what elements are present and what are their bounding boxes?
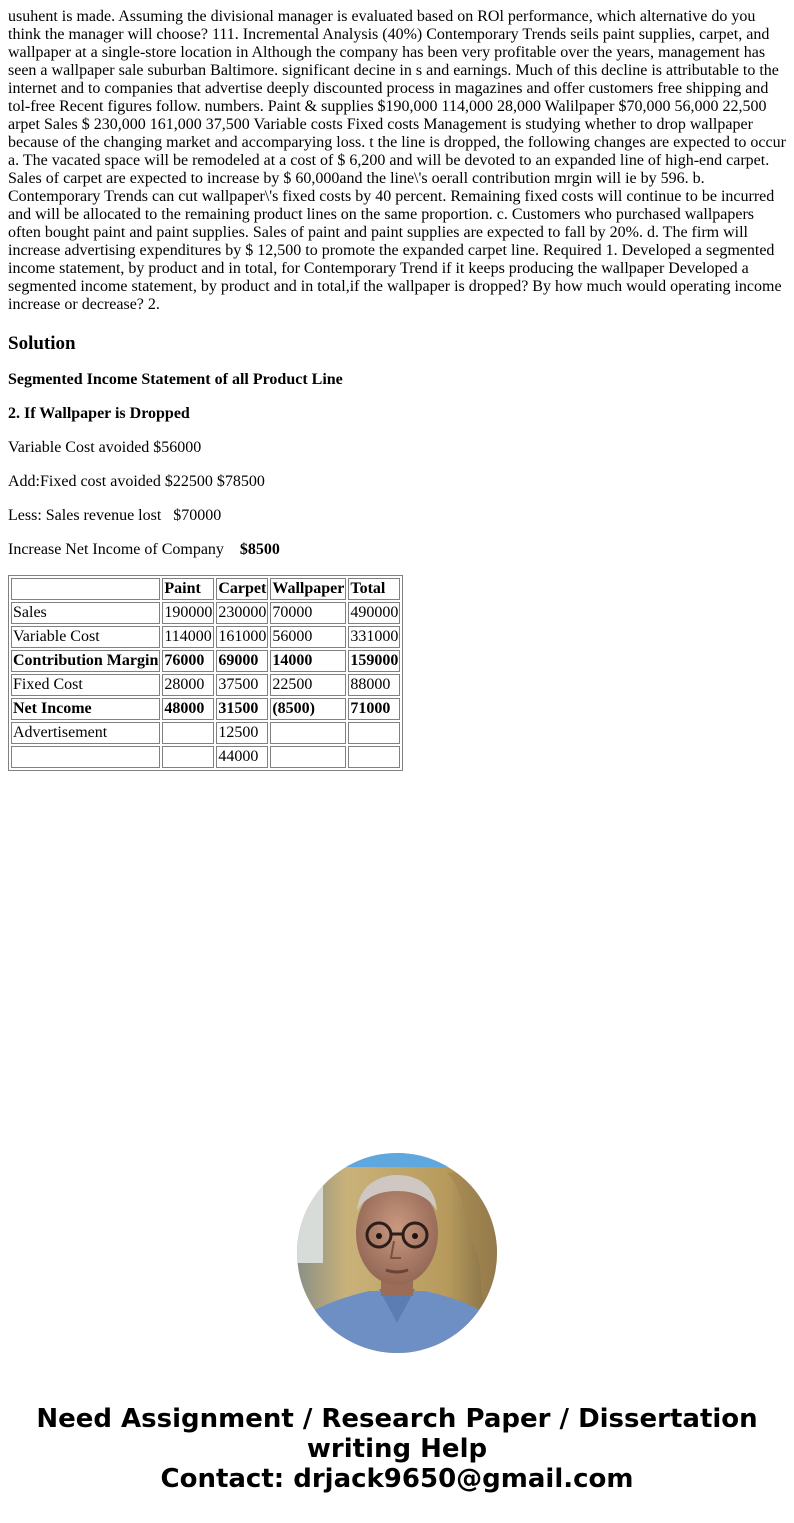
table-cell: 14000 [270,650,346,672]
table-row [11,650,400,672]
table-cell: 22500 [270,674,346,696]
table-cell: 69000 [216,650,268,672]
table-cell: Net Income [11,698,160,720]
table-cell: 159000 [348,650,400,672]
table-row [11,626,400,648]
table-cell: (8500) [270,698,346,720]
table-header-cell: Wallpaper [270,578,346,600]
wallpaper-dropped-heading: 2. If Wallpaper is Dropped [8,405,190,422]
table-row [11,698,400,720]
footer-contact [0,1404,794,1494]
table-cell [270,746,346,768]
footer-line-1: Need Assignment / Research Paper / Dissertation [36,1404,758,1434]
footer-contact-email: Contact: drjack9650@gmail.com [160,1464,634,1494]
table-header-cell: Total [348,578,400,600]
table-cell: 48000 [162,698,214,720]
table-cell: Advertisement [11,722,160,744]
table-cell: 161000 [216,626,268,648]
table-row [11,674,400,696]
table-cell: 230000 [216,602,268,624]
segmented-statement-heading: Segmented Income Statement of all Product Line [8,371,343,388]
table-cell: Sales [11,602,160,624]
author-avatar [297,1153,497,1353]
table-cell [162,746,214,768]
table-cell [270,722,346,744]
table-cell: Contribution Margin [11,650,160,672]
table-cell: 490000 [348,602,400,624]
table-cell: 28000 [162,674,214,696]
table-cell [162,722,214,744]
table-row [11,722,400,744]
table-header-cell [11,578,160,600]
table-cell [11,746,160,768]
table-cell: 76000 [162,650,214,672]
table-cell: 88000 [348,674,400,696]
table-cell [348,722,400,744]
table-cell: 12500 [216,722,268,744]
table-row [11,746,400,768]
segmented-income-table [8,575,403,771]
table-cell: 37500 [216,674,268,696]
footer-line-2: writing Help [306,1434,488,1464]
table-cell [348,746,400,768]
variable-cost-avoided: Variable Cost avoided $56000 [8,439,202,456]
table-row [11,602,400,624]
table-cell: 71000 [348,698,400,720]
table-cell: 70000 [270,602,346,624]
table-cell: 44000 [216,746,268,768]
table-cell: 190000 [162,602,214,624]
table-header-row [11,578,400,600]
table-header-cell: Carpet [216,578,268,600]
increase-net-income [8,541,786,559]
table-header-cell: Paint [162,578,214,600]
increase-net-income-value: $8500 [239,541,280,558]
increase-net-income-label: Increase Net Income of Company [8,541,240,558]
sales-revenue-lost: Less: Sales revenue lost $70000 [8,507,222,524]
solution-heading: Solution [8,333,76,354]
table-cell: 31500 [216,698,268,720]
table-cell: Variable Cost [11,626,160,648]
table-cell: 56000 [270,626,346,648]
table-cell: 114000 [162,626,214,648]
fixed-cost-avoided: Add:Fixed cost avoided $22500 $78500 [8,473,265,490]
table-cell: Fixed Cost [11,674,160,696]
question-text: usuhent is made. Assuming the divisional manager is evaluated based on ROl performance, which alternative do you think the manager will choose? 111. Incremental Analysis (40%) Contemporary Trends seils paint supplies, carpet, and wallpaper at a single-store location in Although the company has been very profitable over the years, management has seen a wallpaper sale suburban Baltimore. significant decine in s and earnings. Much of this decline is attributable to the internet and to companies that advertise deeply discounted process in magazines and offer customers free shipping and tol-free Recent figures follow. numbers. Paint & supplies $190,000 114,000 28,000 Walilpaper $70,000 56,000 22,500 arpet Sales $ 230,000 161,000 37,500 Variable costs Fixed costs Management is studying whether to drop wallpaper because of the changing market and accomparying loss. t the line is dropped, the following changes are expected to occur a. The vacated space will be remodeled at a cost of $ 6,200 and will be devoted to an expanded line of high-end carpet. Sales of carpet are expected to increase by $ 60,000and the line\'s oerall contribution mrgin will ie by 596. b. Contemporary Trends can cut wallpaper\'s fixed costs by 40 percent. Remaining fixed costs will continue to be incurred and will be allocated to the remaining product lines on the same proportion. c. Customers who purchased wallpapers often bought paint and paint supplies. Sales of paint and paint supplies are expected to fall by 20%. d. The firm will increase advertising expenditures by $ 12,500 to promote the expanded carpet line. Required 1. Developed a segmented income statement, by product and in total, for Contemporary Trend if it keeps producing the wallpaper Developed a segmented income statement, by product and in total,if the wallpaper is dropped? By how much would operating income increase or decrease? 2. [8,8,786,313]
table-cell: 331000 [348,626,400,648]
